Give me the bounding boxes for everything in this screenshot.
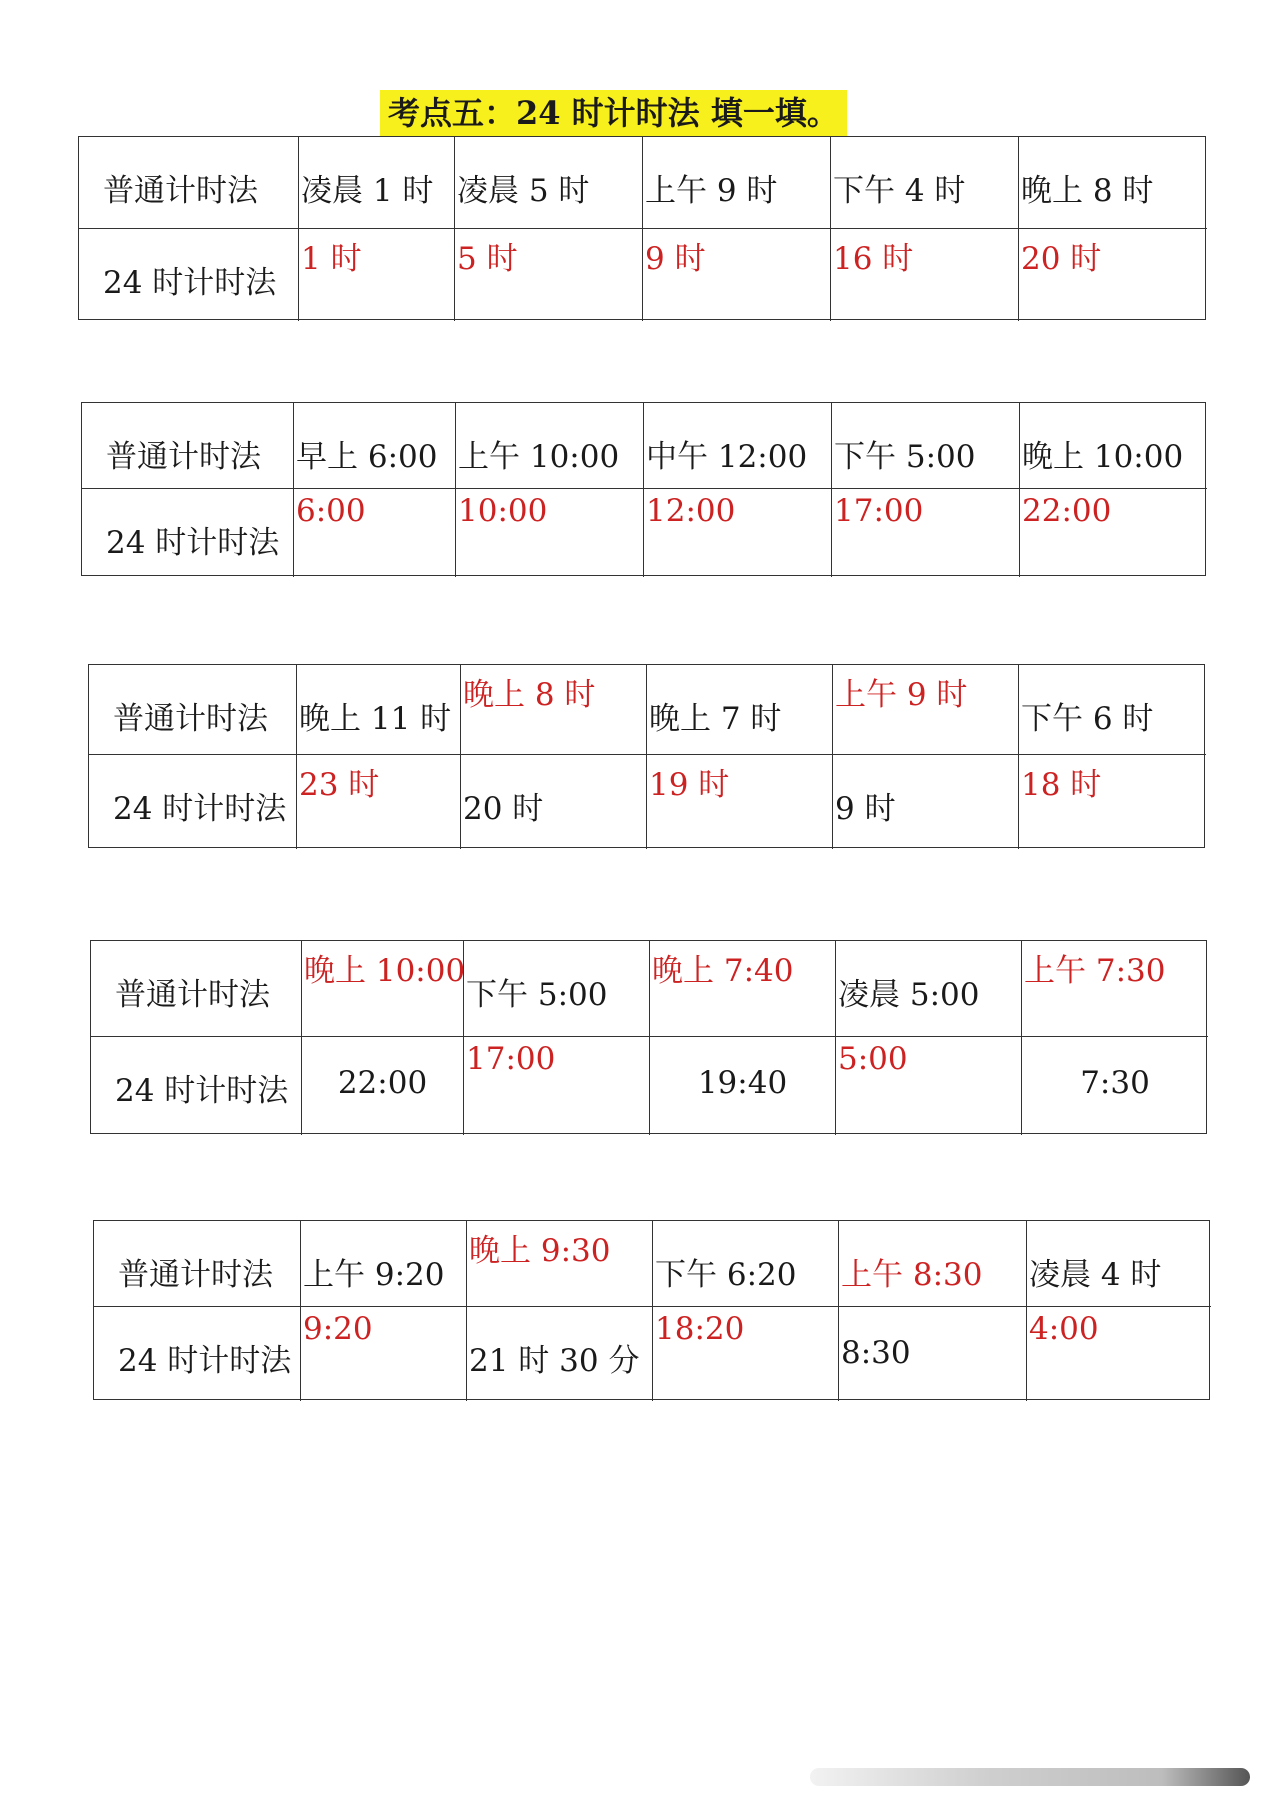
normal-time-cell [455,137,643,229]
h24-time-cell [839,1307,1027,1401]
time-value: 23 时 [299,767,380,803]
h24-time-cell [644,489,832,577]
row-header-24h [91,1037,302,1135]
h24-time-cell [294,489,456,577]
normal-time-cell [299,137,455,229]
time-value: 19 时 [649,767,730,803]
time-value: 上午 8:30 [841,1257,983,1293]
time-value: 6:00 [296,493,366,529]
conversion-table [93,1220,1210,1400]
time-value: 4:00 [1029,1311,1099,1347]
time-value: 上午 9 时 [645,173,778,209]
row-header-24h [89,755,297,849]
time-value: 凌晨 4 时 [1029,1257,1162,1293]
horizontal-scrollbar[interactable] [810,1768,1250,1786]
row-header-24h [82,489,294,577]
time-value: 20 时 [463,791,544,827]
row-header-normal [94,1221,301,1307]
normal-time-cell [650,941,836,1037]
normal-time-cell [653,1221,839,1307]
time-value: 凌晨 1 时 [301,173,434,209]
normal-time-cell [831,137,1019,229]
time-value: 下午 5:00 [834,439,976,475]
row-header-normal [79,137,299,229]
row-header-label: 普通计时法 [118,1257,273,1293]
time-value: 5 时 [457,241,518,277]
conversion-table [88,664,1205,848]
time-value: 16 时 [833,241,914,277]
time-value: 1 时 [301,241,362,277]
normal-time-cell [1027,1221,1211,1307]
row-header-label: 24 时计时法 [113,791,287,827]
row-header-normal [91,941,302,1037]
h24-time-cell [456,489,644,577]
time-value: 10:00 [458,493,548,529]
normal-time-cell [647,665,833,755]
normal-time-cell [1019,137,1207,229]
row-header-normal [82,403,294,489]
h24-time-cell [1022,1037,1208,1135]
time-value: 晚上 8 时 [1021,173,1154,209]
h24-time-cell [299,229,455,321]
h24-time-cell [643,229,831,321]
time-value: 晚上 10:00 [1022,439,1184,475]
time-value: 5:00 [838,1041,908,1077]
time-value: 下午 6 时 [1021,701,1154,737]
time-value: 下午 5:00 [466,977,608,1013]
normal-time-cell [461,665,647,755]
h24-time-cell [1019,755,1206,849]
time-value: 下午 4 时 [833,173,966,209]
h24-time-cell [650,1037,836,1135]
time-value: 上午 7:30 [1024,953,1166,989]
h24-time-cell [467,1307,653,1401]
conversion-table [90,940,1207,1134]
normal-time-cell [839,1221,1027,1307]
time-value: 晚上 7 时 [649,701,782,737]
normal-time-cell [836,941,1022,1037]
conversion-table [81,402,1206,576]
time-value: 20 时 [1021,241,1102,277]
normal-time-cell [833,665,1019,755]
normal-time-cell [643,137,831,229]
row-header-label: 24 时计时法 [115,1073,289,1109]
time-value: 7:30 [1080,1065,1150,1101]
time-value: 上午 9:20 [303,1257,445,1293]
row-header-label: 24 时计时法 [106,525,280,561]
h24-time-cell [464,1037,650,1135]
h24-time-cell [302,1037,464,1135]
time-value: 下午 6:20 [655,1257,797,1293]
conversion-table [78,136,1206,320]
time-value: 凌晨 5 时 [457,173,590,209]
row-header-label: 普通计时法 [113,701,268,737]
normal-time-cell [832,403,1020,489]
normal-time-cell [1020,403,1207,489]
normal-time-cell [1022,941,1208,1037]
time-value: 17:00 [834,493,924,529]
h24-time-cell [301,1307,467,1401]
h24-time-cell [653,1307,839,1401]
row-header-label: 24 时计时法 [103,265,277,301]
time-value: 9 时 [835,791,896,827]
time-value: 18:20 [655,1311,745,1347]
h24-time-cell [461,755,647,849]
time-value: 12:00 [646,493,736,529]
time-value: 21 时 30 分 [469,1343,640,1379]
normal-time-cell [1019,665,1206,755]
time-value: 9 时 [645,241,706,277]
time-value: 9:20 [303,1311,373,1347]
normal-time-cell [302,941,464,1037]
row-header-label: 普通计时法 [103,173,258,209]
row-header-normal [89,665,297,755]
row-header-24h [79,229,299,321]
row-header-label: 24 时计时法 [118,1343,292,1379]
h24-time-cell [831,229,1019,321]
normal-time-cell [297,665,461,755]
time-value: 上午 9 时 [835,677,968,713]
h24-time-cell [1027,1307,1211,1401]
h24-time-cell [1020,489,1207,577]
time-value: 晚上 7:40 [652,953,794,989]
normal-time-cell [294,403,456,489]
time-value: 18 时 [1021,767,1102,803]
normal-time-cell [467,1221,653,1307]
time-value: 22:00 [337,1065,428,1101]
time-value: 早上 6:00 [296,439,438,475]
normal-time-cell [301,1221,467,1307]
normal-time-cell [456,403,644,489]
h24-time-cell [455,229,643,321]
time-value: 晚上 11 时 [299,701,452,737]
time-value: 凌晨 5:00 [838,977,980,1013]
time-value: 晚上 9:30 [469,1233,611,1269]
h24-time-cell [297,755,461,849]
page-title: 考点五：24 时计时法 填一填。 [380,90,847,136]
row-header-label: 普通计时法 [106,439,261,475]
time-value: 上午 10:00 [458,439,620,475]
h24-time-cell [647,755,833,849]
h24-time-cell [833,755,1019,849]
h24-time-cell [1019,229,1207,321]
row-header-label: 普通计时法 [115,977,270,1013]
time-value: 17:00 [466,1041,556,1077]
time-value: 22:00 [1022,493,1112,529]
normal-time-cell [464,941,650,1037]
time-value: 晚上 8 时 [463,677,596,713]
time-value: 晚上 10:00 [304,953,466,989]
time-value: 8:30 [841,1335,911,1371]
time-value: 19:40 [697,1065,788,1101]
normal-time-cell [644,403,832,489]
h24-time-cell [832,489,1020,577]
time-value: 中午 12:00 [646,439,808,475]
row-header-24h [94,1307,301,1401]
h24-time-cell [836,1037,1022,1135]
